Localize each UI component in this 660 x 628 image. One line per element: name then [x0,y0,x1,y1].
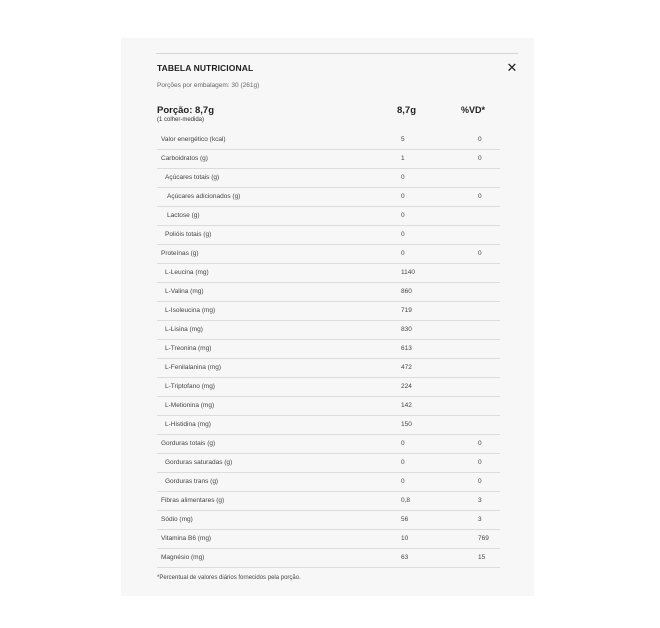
portion-label: Porção: 8,7g [157,105,215,116]
nutrient-name: Sódio (mg) [161,516,193,523]
nutrition-modal [121,38,534,596]
nutrient-amount: 0,8 [401,497,411,504]
nutrient-amount: 10 [401,535,409,542]
nutrient-name: Polióis totais (g) [165,231,212,238]
nutrient-amount: 5 [401,136,405,143]
nutrient-name: Açúcares adicionados (g) [167,193,241,200]
nutrient-amount: 860 [401,288,412,295]
nutrient-name: Açúcares totais (g) [165,174,220,181]
footnote: *Percentual de valores diários fornecidos pela porção. [157,575,301,581]
nutrition-table [157,131,500,568]
table-row [157,207,500,226]
nutrient-vd: 3 [478,516,482,523]
nutrient-amount: 224 [401,383,412,390]
nutrient-amount: 472 [401,364,412,371]
nutrient-name: L-Fenilalanina (mg) [165,364,221,371]
modal-title: TABELA NUTRICIONAL [157,63,254,73]
nutrient-name: Gorduras trans (g) [165,478,219,485]
nutrient-amount: 0 [401,212,405,219]
nutrient-name: L-Lisina (mg) [165,326,203,333]
nutrient-name: L-Treonina (mg) [165,345,212,352]
nutrient-name: L-Isoleucina (mg) [165,307,216,314]
nutrient-vd: 769 [478,535,489,542]
nutrient-vd: 0 [478,193,482,200]
table-row [157,549,500,568]
nutrient-vd: 0 [478,250,482,257]
nutrient-vd: 3 [478,497,482,504]
nutrient-name: L-Histidina (mg) [165,421,211,428]
nutrient-amount: 1140 [401,269,415,276]
nutrient-name: L-Triptofano (mg) [165,383,215,390]
nutrient-name: L-Valina (mg) [165,288,204,295]
table-row [157,264,500,283]
nutrient-amount: 0 [401,250,405,257]
table-row [157,226,500,245]
nutrient-amount: 613 [401,345,412,352]
nutrient-name: Vitamina B6 (mg) [161,535,212,542]
nutrient-name: L-Metionina (mg) [165,402,215,409]
nutrient-name: Proteínas (g) [161,250,199,257]
table-row [157,302,500,321]
top-divider [156,53,518,54]
nutrient-amount: 0 [401,440,405,447]
table-row [157,188,500,207]
nutrient-name: Lactose (g) [167,212,200,219]
table-row [157,492,500,511]
nutrient-vd: 0 [478,459,482,466]
table-row [157,131,500,150]
table-row [157,416,500,435]
column-header-vd: %VD* [461,105,486,115]
table-row [157,530,500,549]
nutrient-name: L-Leucina (mg) [165,269,209,276]
table-row [157,359,500,378]
nutrient-vd: 0 [478,155,482,162]
nutrient-name: Fibras alimentares (g) [161,497,225,504]
nutrient-amount: 56 [401,516,409,523]
nutrient-name: Gorduras saturadas (g) [165,459,233,466]
table-row [157,511,500,530]
nutrient-amount: 0 [401,174,405,181]
nutrient-amount: 63 [401,554,409,561]
nutrient-amount: 0 [401,193,405,200]
nutrient-amount: 719 [401,307,412,314]
table-row [157,150,500,169]
nutrient-vd: 0 [478,440,482,447]
nutrient-vd: 0 [478,136,482,143]
table-row [157,321,500,340]
nutrient-name: Magnésio (mg) [161,554,205,561]
nutrient-vd: 15 [478,554,486,561]
nutrient-name: Gorduras totais (g) [161,440,216,447]
nutrient-vd: 0 [478,478,482,485]
nutrient-amount: 830 [401,326,412,333]
nutrient-amount: 0 [401,231,405,238]
table-row [157,378,500,397]
table-row [157,454,500,473]
nutrient-name: Valor energético (kcal) [161,136,226,143]
table-row [157,169,500,188]
nutrient-amount: 0 [401,478,405,485]
table-row [157,340,500,359]
table-row [157,473,500,492]
nutrient-amount: 142 [401,402,412,409]
nutrient-amount: 150 [401,421,412,428]
nutrient-name: Carboidratos (g) [161,155,208,162]
table-row [157,397,500,416]
portion-measure: (1 colher-medida) [157,117,205,123]
close-icon[interactable]: ✕ [506,60,518,75]
column-header-amount: 8,7g [397,105,417,116]
nutrient-amount: 1 [401,155,405,162]
table-row [157,435,500,454]
nutrient-amount: 0 [401,459,405,466]
table-row [157,245,500,264]
portions-per-package: Porções por embalagem: 30 (261g) [157,82,260,89]
table-row [157,283,500,302]
